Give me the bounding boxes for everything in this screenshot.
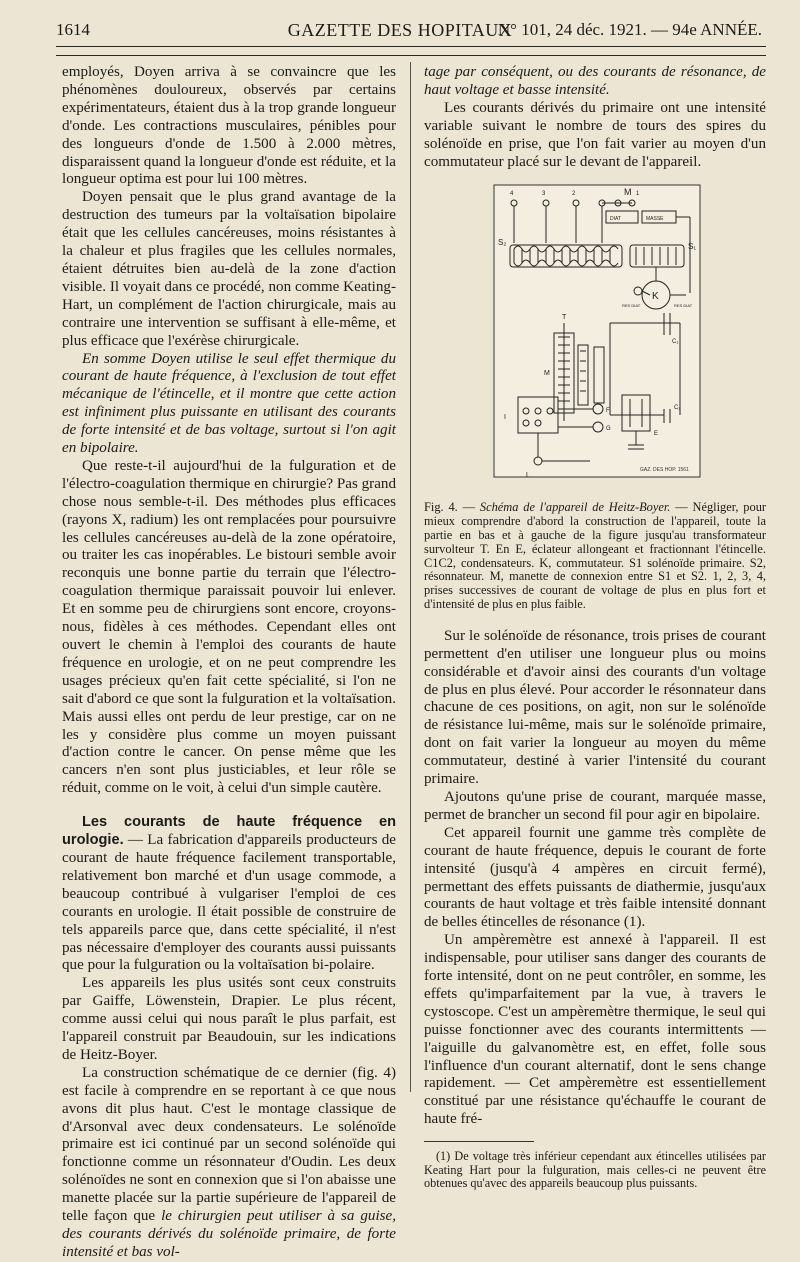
- label-c1: C₁: [672, 339, 679, 346]
- paragraph: Que reste-t-il aujourd'hui de la fulguration et de l'électro-coagulation thermique en chirurgie? Pas grand chose nous semble-t-il. Des méthodes plus efficaces (rayons X, radium) les ont remplacées pour poursuivre les cellules cancéreuses au-delà de la zone opératoire, ou traiter les cas inopérables. Le bistouri semble avoir reconquis une bonne partie du terrain que l'électro-coagulation thermique paraissait pouvoir lui enlever. Et en somme peu de chirurgiens sont encore, croyons-nous, fidèles à ces méthodes. Cependant elles ont ouvert le chemin à l'emploi des courants de haute fréquence en urologie, et on ne peut comprendre les usages précieux qu'en fait cette spécialité, si l'on ne sait d'abord ce que sont la fulguration et la voltaïsation. Mais aussi elles ont perdu de leur prestige, car on ne les y considère plus comme un moyen puissant d'action contre le cancer. On pense même que les cancers n'en sont plus justiciables, et leur rôle se réduit, comme on le voit, à celui d'un simple cautère.: [62, 457, 396, 797]
- page-number: 1614: [56, 20, 90, 39]
- label-m: M: [624, 187, 632, 198]
- paragraph: Ajoutons qu'une prise de courant, marquée masse, permet de brancher un second fil pour agir en bipolaire.: [424, 788, 766, 823]
- figure-stamp: GAZ. DES HOP. 1561: [640, 467, 689, 474]
- paragraph: Cet appareil fournit une gamme très complète de courant de haute fréquence, depuis le courant de forte intensité (jusqu'à 4 ampères en circuit fermé), permettant des effets puissants de diathermie, jusqu'aux courants de haut voltage et très faible intensité donnant de belles étincelles de résonance (1).: [424, 824, 766, 931]
- circuit-diagram: [490, 183, 704, 493]
- header-rule: [56, 46, 766, 47]
- label-diat: DIAT: [610, 216, 622, 223]
- paragraph-italic: tage par conséquent, ou des courants de résonance, de haut voltage et basse intensité.: [424, 64, 766, 98]
- header-rule-double: [56, 55, 766, 56]
- paragraph-text: La construction schématique de ce dernier (fig. 4) est facile à comprendre en se reportant à ce que nous avons dit plus haut. C'est le montage classique de d'Arsonval avec deux condensateurs. Le solénoïde primaire est ici continué par un second solénoïde qui fonctionne comme un résonnateur d'Oudin. Les deux solénoïdes ne sont en connexion que si l'on abaisse une manette placée sur la partie supérieure de l'appareil de telle façon que: [62, 1064, 396, 1225]
- label-s1: S₁: [688, 242, 697, 252]
- caption-title: Schéma de l'appareil de Heitz-Boyer.: [479, 500, 671, 515]
- label-g: G: [606, 426, 611, 433]
- label-i: I: [504, 414, 506, 422]
- label-masse: MASSE: [646, 216, 664, 223]
- label-res-diat-2: RES DIAT: [674, 303, 693, 309]
- section-title: Les courants de haute fréquence en urologie.: [62, 814, 396, 849]
- label-1: 1: [636, 191, 640, 198]
- label-res-diat: RES DIAT: [622, 303, 641, 309]
- caption-text: — Négliger, pour mieux comprendre d'abord la construction de l'appareil, toute la partie en bas et à gauche de la figure jusqu'au transformateur survolteur T. En E, éclateur allongeant et fractionnant l'étincelle. C1C2, condensateurs. K, commutateur. S1 solénoïde primaire. S2, résonnateur. M, manette de connexion entre S1 et S2. 1, 2, 3, 4, prises successives de courant de voltage de plus en plus fort et d'intensité de plus en plus faible.: [424, 500, 767, 612]
- footnote: (1) De voltage très inférieur cependant aux étincelles utilisées par Keating Hart pour la fulguration, mais celles-ci ne peuvent être obtenues qu'avec des appareils beaucoup plus puissants.: [424, 1149, 766, 1191]
- section-text: La fabrication d'appareils producteurs de courant de haute fréquence facilement transportable, relativement bon marché et d'un usage commode, a beaucoup contribué à vulgariser l'emploi de ces courants en urologie. Il était possible de construire de tels appareils parce que, dans cette spécialité, il n'est pas nécessaire d'employer des courants aussi puissants que pour la fulguration ou la voltaïsation bi-polaire.: [62, 832, 396, 974]
- section-paragraph: Les courants de haute fréquence en urologie. — La fabrication d'appareils producteurs de courant de haute fréquence facilement transportable, relativement bon marché et d'un usage commode, a beaucoup contribué à vulgariser l'emploi de ces courants en urologie. Il était possible de construire de tels appareils parce que, dans cette spécialité, il n'est pas nécessaire d'employer des courants aussi puissants que pour la fulguration ou la voltaïsation bi-polaire.: [62, 814, 396, 974]
- figure-caption: [424, 501, 766, 611]
- label-f: F: [606, 408, 610, 415]
- paragraph: Sur le solénoïde de résonance, trois prises de courant permettent d'en utiliser une longueur plus ou moins considérable et d'avoir ainsi des courants d'un voltage de plus en plus élevé. Pour accorder le résonnateur dans chacune de ces positions, on agit, non sur le solénoïde de résistance lui-même, mais sur le solénoïde primaire, dont on fait varier la longueur au moyen du même commutateur, destiné à varier l'intensité du courant primaire.: [424, 627, 766, 788]
- paragraph: Les appareils les plus usités sont ceux construits par Gaiffe, Löwenstein, Drapier. Le plus récent, comme aussi celui qui nous paraît le plus parfait, est l'appareil construit par Beaudouin, sur les indications de Heitz-Boyer.: [62, 975, 396, 1063]
- label-4: 4: [510, 191, 514, 198]
- issue-info: N° 101, 24 déc. 1921. — 94e ANNÉE.: [497, 20, 762, 39]
- paragraph: [62, 1065, 396, 1262]
- paragraph: Un ampèremètre est annexé à l'appareil. Il est indispensable, pour utiliser sans danger des courants de forte intensité, dont on ne peut contrôler, en somme, les effets qu'imparfaitement par la vue, à travers le cystoscope. C'est un ampèremètre thermique, le seul qui puisse fonctionner avec des courants intermittents — l'aiguille du galvanomètre est, en effet, folle sous l'influence d'un courant alternatif, dont le sens change rapidement. — Cet ampèremètre est essentiellement constitué par une résistance qu'échauffe le courant de haute fré-: [424, 932, 766, 1128]
- label-c2: C₂: [674, 405, 681, 412]
- label-s2: S₂: [498, 238, 507, 248]
- column-divider: [410, 62, 411, 1092]
- label-2: 2: [572, 191, 576, 198]
- label-l: L: [526, 472, 530, 480]
- label-m-lower: M: [544, 370, 550, 378]
- label-3: 3: [542, 191, 546, 198]
- paragraph: Les courants dérivés du primaire ont une intensité variable suivant le nombre de tours des spires du solénoïde en prise, que l'on fait varier au moyen d'un commutateur placé sur le devant de l'appareil.: [424, 99, 766, 170]
- caption-label: Fig. 4. —: [424, 500, 476, 515]
- left-column: [62, 64, 396, 1262]
- label-e: E: [654, 431, 659, 438]
- right-column: [424, 64, 766, 1191]
- label-t: T: [562, 314, 567, 322]
- journal-title: GAZETTE DES HOPITAUX: [287, 20, 513, 40]
- label-k: K: [652, 291, 659, 303]
- paragraph-italic-text: le chirurgien peut utiliser à sa guise, des courants dérivés du solénoïde primaire, de forte intensité et bas vol-: [62, 1208, 396, 1260]
- paragraph: employés, Doyen arriva à se convaincre que les phénomènes douloureux, observés par certains expérimentateurs, étaient dus à la trop grande longueur d'onde. Les contractions musculaires, pénibles pour des longueurs d'onde de 1.500 à 2.000 mètres, disparaissent quand la longueur d'onde est réduite, et la longueur optima est pour lui 100 mètres.: [62, 64, 396, 188]
- paragraph-italic: En somme Doyen utilise le seul effet thermique du courant de haute fréquence, à l'exclusion de tout effet mécanique de l'étincelle, et il montre que cette action est infiniment plus puissante en utilisant des courants de forte intensité et de bas voltage, surtout si l'on agit en bipolaire.: [62, 350, 396, 457]
- footnote-rule: [424, 1141, 534, 1142]
- paragraph: Doyen pensait que le plus grand avantage de la destruction des tumeurs par la voltaïsation bipolaire était que les cellules cancéreuses, moins résistantes à la chaleur et plus fragiles que les cellules normales, étaient détruites bien au-delà de la zone d'action visible. Il voyait dans ce procédé, non comme Keating-Hart, un complément de l'action chirurgicale, mais au contraire une intervention se suffisant à elle-même, et plus efficace que l'exérèse chirurgicale.: [62, 189, 396, 349]
